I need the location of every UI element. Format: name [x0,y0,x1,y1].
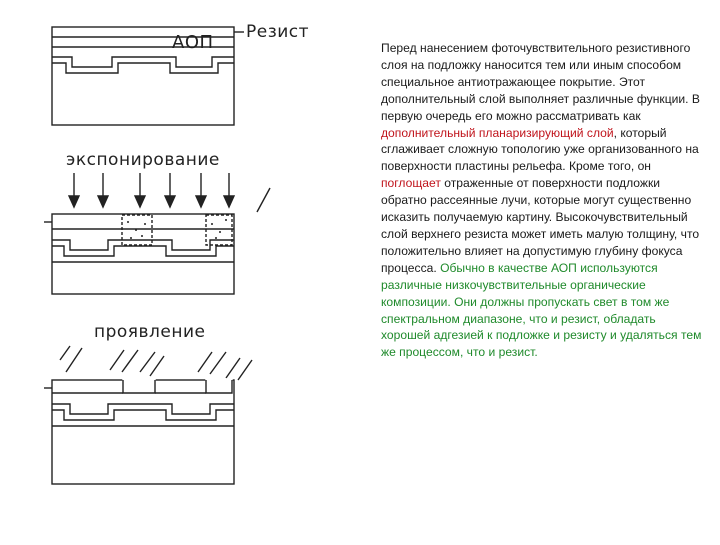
stage3-aop-top [52,404,234,414]
highlight-absorbs: поглощает [381,176,441,191]
stage1-aop-bottom [52,63,234,73]
exposure-arrows [69,173,270,212]
para-part2: , который сглаживает сложную топологию уже организованного на поверхности пластины рельефа. Кроме того, он [381,125,699,174]
label-development: проявление [94,322,206,342]
stage3-outline [52,380,234,484]
stage3-aop-bottom [52,410,234,420]
stage1-aop-top [52,57,234,67]
label-resist: Резист [246,22,310,42]
label-aop: АОП [172,32,214,53]
label-exposure: экспонирование [66,150,220,170]
description-paragraph [381,40,703,361]
stage3-openings [123,379,232,393]
para-part3: отраженные от поверхности подложки обратно рассеянные лучи, которые могут существенно исказить получаемую картину. Высокочувствительный слой верхнего резиста может иметь малую толщину, что положительно влияет на допустимую глубину фокуса процесса. [381,176,700,275]
highlight-planarizing: дополнительный планаризирующий слой [381,125,614,140]
development-arrows [60,346,252,380]
highlight-green-text: Обычно в качестве АОП используются различные низкочувствительные органические композиции. Они должны пропускать свет в том же спектральном диапазоне, что и резист, обладать хорошей адгезией к подложке и резисту и удаляться тем же процессом, что и резист. [381,260,702,360]
stage2-aop-bottom [52,246,234,256]
para-part1: Перед нанесением фоточувствительного резистивного слоя на подложку наносится тем или иным способом специальное антиотражающее покрытие. Этот дополнительный слой выполняет различные функции. В первую очередь его можно рассматривать как [381,41,700,123]
